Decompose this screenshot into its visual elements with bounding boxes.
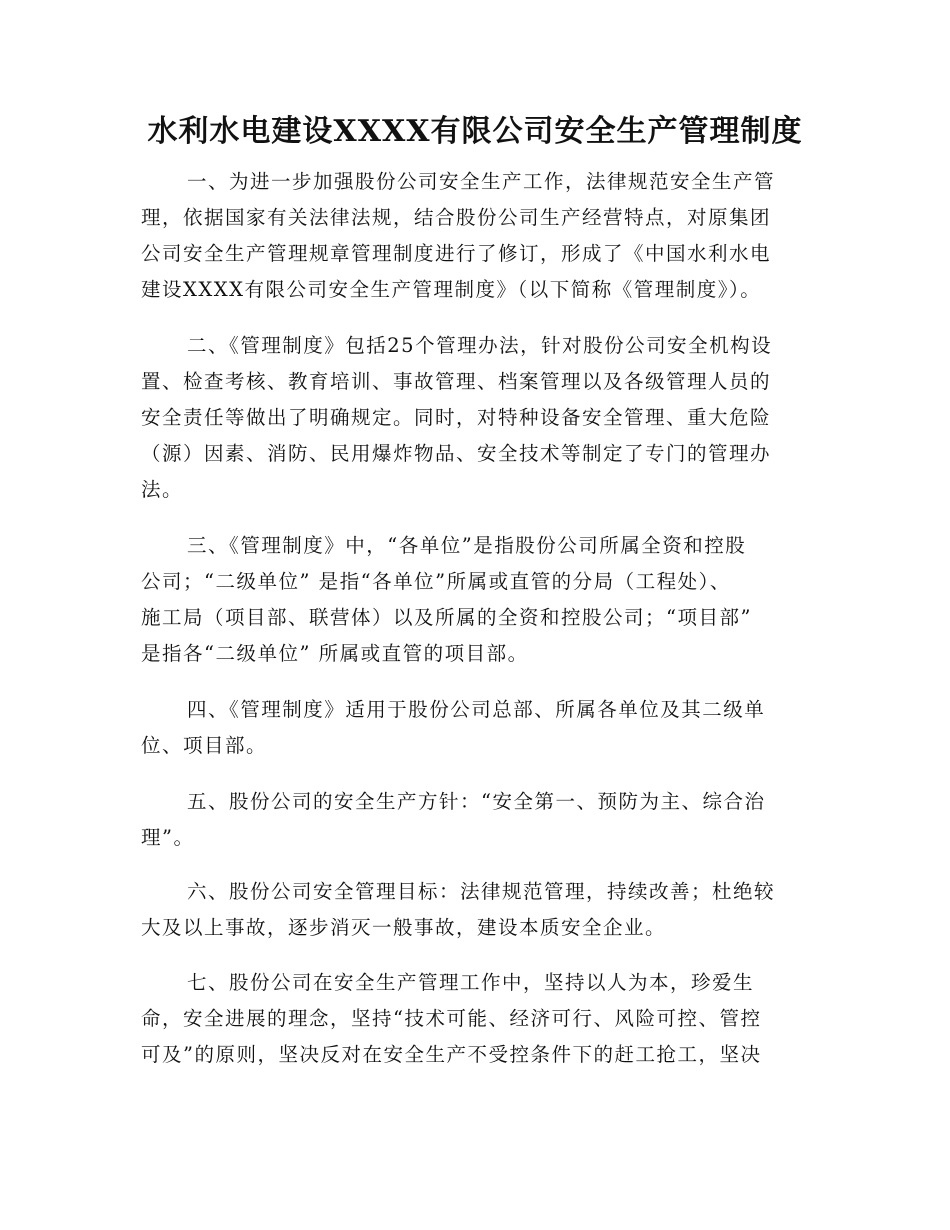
text-line: 置、检查考核、教育培训、事故管理、档案管理以及各级管理人员的 xyxy=(141,370,772,393)
text-line: 理”。 xyxy=(141,826,195,849)
text-line: 七、股份公司在安全生产管理工作中，坚持以人为本，珍爱生 xyxy=(187,971,755,994)
text-line: 建设XXXX有限公司安全生产管理制度》（以下简称《管理制度》）。 xyxy=(141,278,762,301)
paragraph-4 xyxy=(141,692,801,764)
paragraph-5 xyxy=(141,784,801,856)
paragraph-6 xyxy=(141,874,801,946)
document-title: 水利水电建设XXXX有限公司安全生产管理制度 xyxy=(147,114,803,149)
paragraph-3 xyxy=(141,528,801,672)
text-line: 大及以上事故，逐步消灭一般事故，建设本质安全企业。 xyxy=(141,916,667,939)
text-line: 安全责任等做出了明确规定。同时，对特种设备安全管理、重大危险 xyxy=(141,406,772,429)
paragraph-1 xyxy=(141,164,801,308)
text-line: 公司安全生产管理规章管理制度进行了修订，形成了《中国水利水电 xyxy=(141,242,772,265)
text-line: 六、股份公司安全管理目标：法律规范管理，持续改善；杜绝较 xyxy=(187,880,776,903)
text-line: 三、《管理制度》中，“各单位”是指股份公司所属全资和控股 xyxy=(187,534,747,557)
text-line: 施工局（项目部、联营体）以及所属的全资和控股公司；“项目部” xyxy=(141,606,752,629)
text-line: 二、《管理制度》包括25个管理办法，针对股份公司安全机构设 xyxy=(187,334,773,357)
text-line: 命，安全进展的理念，坚持“技术可能、经济可行、风险可控、管控 xyxy=(141,1007,762,1030)
paragraph-2 xyxy=(141,328,801,508)
paragraph-7 xyxy=(141,965,801,1073)
text-line: 五、股份公司的安全生产方针：“安全第一、预防为主、综合治 xyxy=(187,790,766,813)
text-line: （源）因素、消防、民用爆炸物品、安全技术等制定了专门的管理办 xyxy=(141,442,772,465)
text-line: 是指各“二级单位” 所属或直管的项目部。 xyxy=(141,642,529,665)
text-line: 可及”的原则，坚决反对在安全生产不受控条件下的赶工抢工，坚决 xyxy=(141,1043,762,1066)
text-line: 公司；“二级单位” 是指“各单位”所属或直管的分局（工程处）、 xyxy=(141,570,731,593)
text-line: 位、项目部。 xyxy=(141,734,268,757)
text-line: 四、《管理制度》适用于股份公司总部、所属各单位及其二级单 xyxy=(187,698,766,721)
text-line: 法。 xyxy=(141,478,184,501)
text-line: 理，依据国家有关法律法规，结合股份公司生产经营特点，对原集团 xyxy=(141,206,772,229)
text-line: 一、为进一步加强股份公司安全生产工作，法律规范安全生产管 xyxy=(187,170,776,193)
